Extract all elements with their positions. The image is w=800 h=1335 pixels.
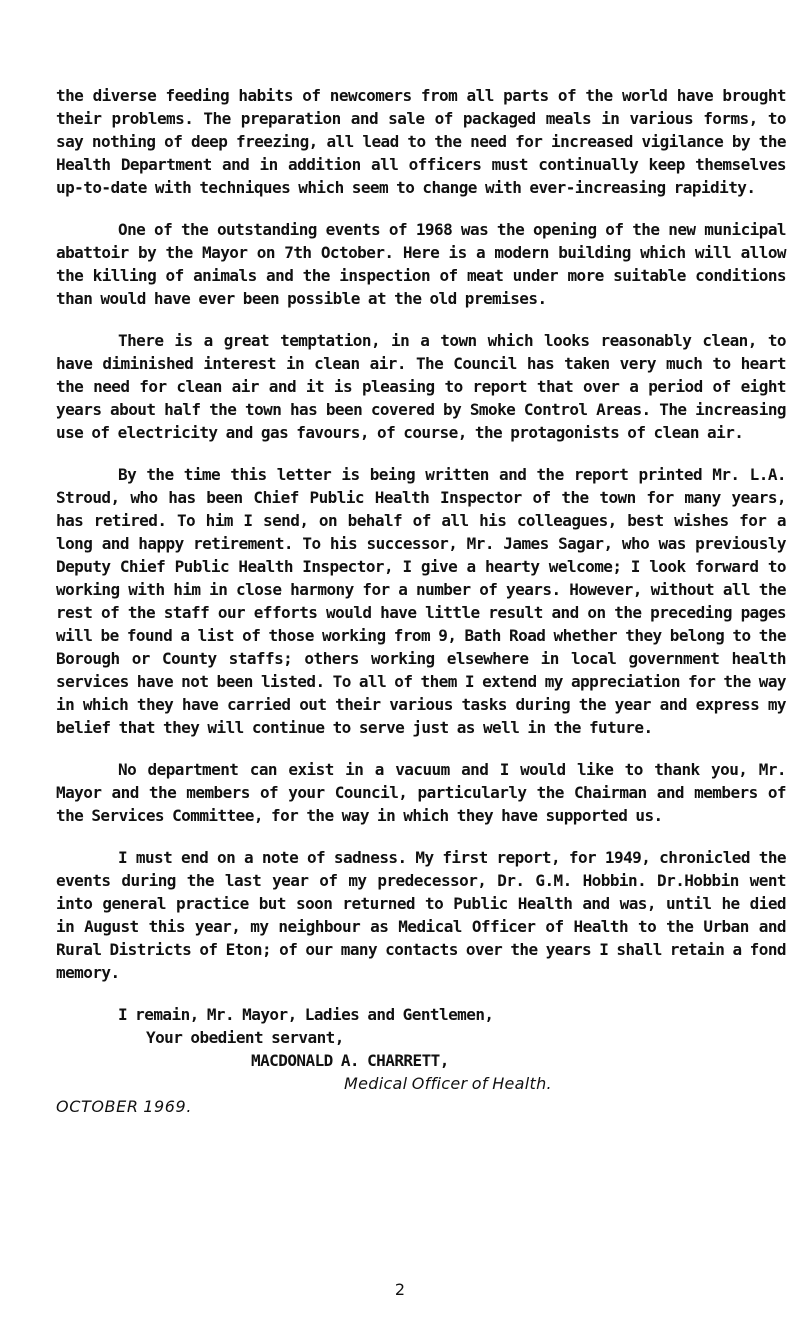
- letter-closing: [56, 1003, 786, 1118]
- letter-date: OCTOBER 1969.: [56, 1097, 193, 1116]
- paragraph-feeding-habits: the diverse feeding habits of newcomers from all parts of the world have brought their problems. The preparation and sale of packaged meals in various forms, to say nothing of deep freezing, all lead to the need for increased vigilance by the Health Department and in addition all officers must continually keep themselves up-to-date with techniques which seem to change with ever-increasing rapidity.: [56, 86, 786, 197]
- signature-title: Medical Officer of Health.: [344, 1074, 552, 1093]
- letter-body: [56, 84, 786, 1118]
- paragraph-clean-air: There is a great temptation, in a town which looks reasonably clean, to have diminished interest in clean air. The Council has taken very much to heart the need for clean air and it is pleasing to report that over a period of eight years about half the town has been covered by Smoke Control Areas. The increasing use of electricity and gas favours, of course, the protagonists of clean air.: [56, 331, 786, 442]
- paragraph-abattoir: One of the outstanding events of 1968 was the opening of the new municipal abattoir by the Mayor on 7th October. Here is a modern building which will allow the killing of animals and the inspection of meat under more suitable conditions than would have ever been possible at the old premises.: [56, 220, 786, 308]
- paragraph-sadness: I must end on a note of sadness. My first report, for 1949, chronicled the events during the last year of my predecessor, Dr. G.M. Hobbin. Dr.Hobbin went into general practice but soon returned to Public Health and was, until he died in August this year, my neighbour as Medical Officer of Health to the Urban and Rural Districts of Eton; of our many contacts over the years I shall retain a fond memory.: [56, 848, 786, 982]
- closing-servant: Your obedient servant,: [146, 1028, 344, 1047]
- paragraph-staff: By the time this letter is being written and the report printed Mr. L.A. Stroud, who has been Chief Public Health Inspector of the town for many years, has retired. To him I send, on behalf of all his colleagues, best wishes for a long and happy retirement. To his successor, Mr. James Sagar, who was previously Deputy Chief Public Health Inspector, I give a hearty welcome; I look forward to working with him in close harmony for a number of years. However, without all the rest of the staff our efforts would have little result and on the preceding pages will be found a list of those working from 9, Bath Road whether they belong to the Borough or County staffs; others working elsewhere in local government health services have not been listed. To all of them I extend my appreciation for the way in which they have carried out their various tasks during the year and express my belief that they will continue to serve just as well in the future.: [56, 465, 786, 737]
- signature-name: MACDONALD A. CHARRETT,: [251, 1051, 449, 1070]
- page-number: 2: [394, 1280, 406, 1299]
- paragraph-thanks: No department can exist in a vacuum and I would like to thank you, Mr. Mayor and the members of your Council, particularly the Chairman and members of the Services Committee, for the way in which they have supported us.: [56, 760, 786, 825]
- closing-salutation: I remain, Mr. Mayor, Ladies and Gentlemen,: [118, 1005, 494, 1024]
